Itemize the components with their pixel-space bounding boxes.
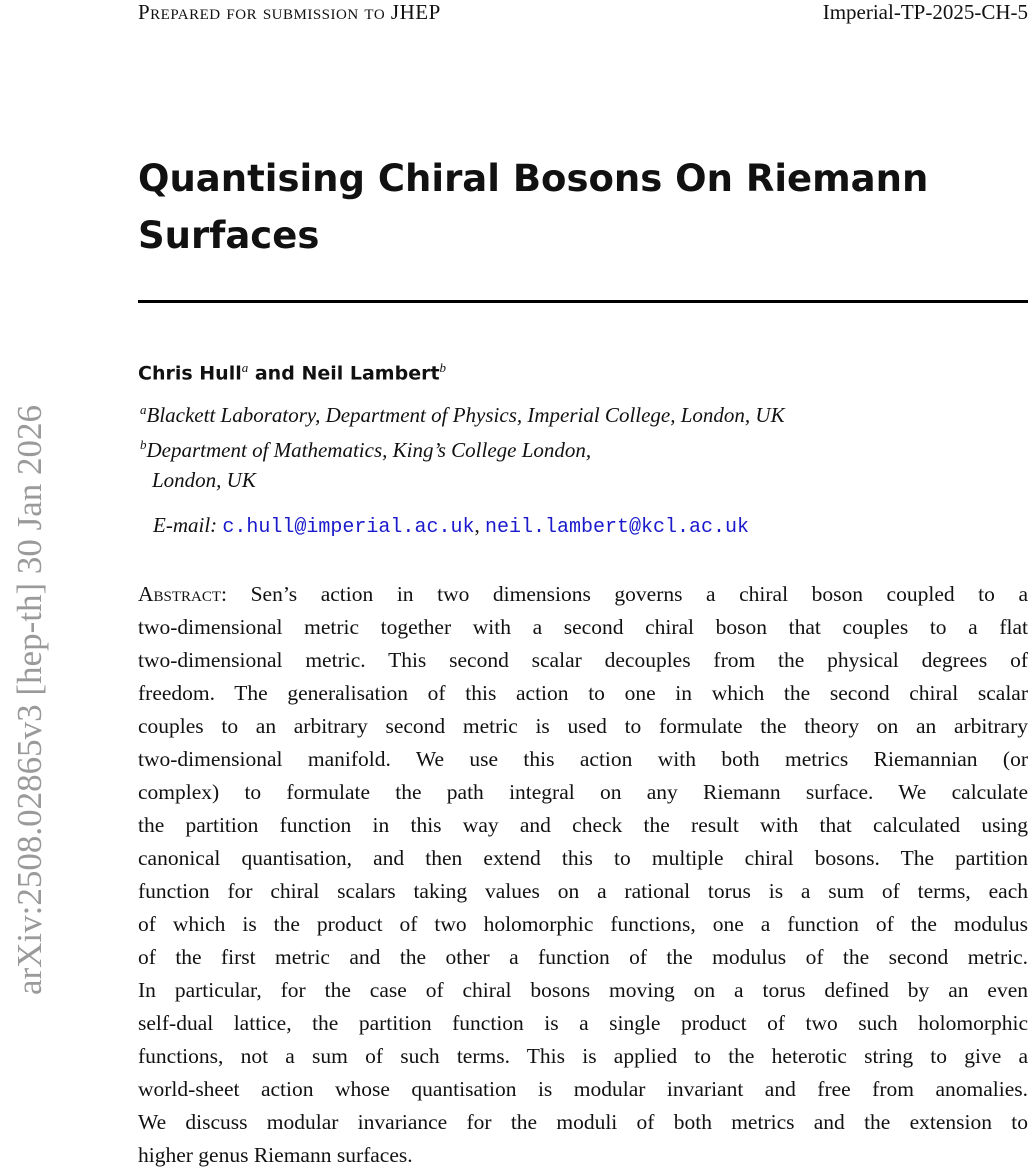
abstract-line: couples to an arbitrary second metric is used to formulate the theory on an arbitrary [138, 714, 1028, 738]
affiliation-b [140, 437, 591, 463]
author-list [138, 360, 446, 384]
email-line [153, 513, 749, 539]
abstract-line: the partition function in this way and check the result with that calculated using [138, 813, 1028, 837]
abstract-line: two-dimensional metric together with a second chiral boson that couples to a flat [138, 615, 1028, 639]
paper-title [138, 150, 998, 264]
abstract-line: self-dual lattice, the partition function is a single product of two such holomorphic [138, 1011, 1028, 1035]
abstract-line: complex) to formulate the path integral on any Riemann surface. We calculate [138, 780, 1028, 804]
affiliation-mark: a [241, 360, 249, 375]
email-link-lambert[interactable]: neil.lambert@kcl.ac.uk [484, 516, 749, 539]
abstract-line: function for chiral scalars taking values on a rational torus is a sum of terms, each [138, 879, 1028, 903]
abstract-line: of the first metric and the other a function of the modulus of the second metric. [138, 945, 1028, 969]
affiliation-a [140, 402, 785, 428]
title-rule [138, 300, 1028, 303]
author-name: Neil Lambert [301, 362, 440, 385]
abstract-line: higher genus Riemann surfaces. [138, 1143, 413, 1167]
journal-header: Prepared for submission to JHEP [138, 0, 441, 24]
abstract [138, 578, 1028, 1172]
abstract-line: functions, not a sum of such terms. This is applied to the heterotic string to give a [138, 1044, 1028, 1068]
affiliation-text: Department of Mathematics, King’s College London, [146, 438, 592, 462]
email-separator: , [474, 513, 480, 537]
abstract-line: We discuss modular invariance for the moduli of both metrics and the extension to [138, 1110, 1028, 1134]
abstract-line: two-dimensional manifold. We use this action with both metrics Riemannian (or [138, 747, 1028, 771]
email-label: E-mail: [153, 513, 218, 537]
affiliation-mark: b [439, 360, 447, 375]
abstract-line: world-sheet action whose quantisation is modular invariant and free from anomalies. [138, 1077, 1028, 1101]
affiliation-b-cont: London, UK [152, 468, 256, 492]
preprint-number: Imperial-TP-2025-CH-5 [822, 0, 1028, 24]
affiliation-text: Blackett Laboratory, Department of Physics, Imperial College, London, UK [146, 403, 785, 427]
email-link-hull[interactable]: c.hull@imperial.ac.uk [222, 516, 475, 539]
abstract-line: of which is the product of two holomorphic functions, one a function of the modulus [138, 912, 1028, 936]
affiliation-mark: b [140, 437, 147, 452]
abstract-line: two-dimensional metric. This second scalar decouples from the physical degrees of [138, 648, 1028, 672]
affiliation-mark: a [140, 402, 147, 417]
author-name: Chris Hull [138, 362, 242, 385]
abstract-text: Sen’s action in two dimensions governs a chiral boson coupled to a [250, 582, 1028, 606]
arxiv-stamp: arXiv:2508.02865v3 [hep-th] 30 Jan 2026 [10, 404, 49, 996]
author-conjunction: and [254, 362, 295, 385]
abstract-line: canonical quantisation, and then extend this to multiple chiral bosons. The partition [138, 846, 1028, 870]
abstract-label: Abstract: [138, 582, 228, 606]
abstract-line: In particular, for the case of chiral bosons moving on a torus defined by an even [138, 978, 1028, 1002]
abstract-line [138, 578, 1028, 611]
title-line: Quantising Chiral Bosons On Riemann [138, 157, 929, 200]
title-line: Surfaces [138, 214, 320, 257]
abstract-line: freedom. The generalisation of this action to one in which the second chiral scalar [138, 681, 1028, 705]
